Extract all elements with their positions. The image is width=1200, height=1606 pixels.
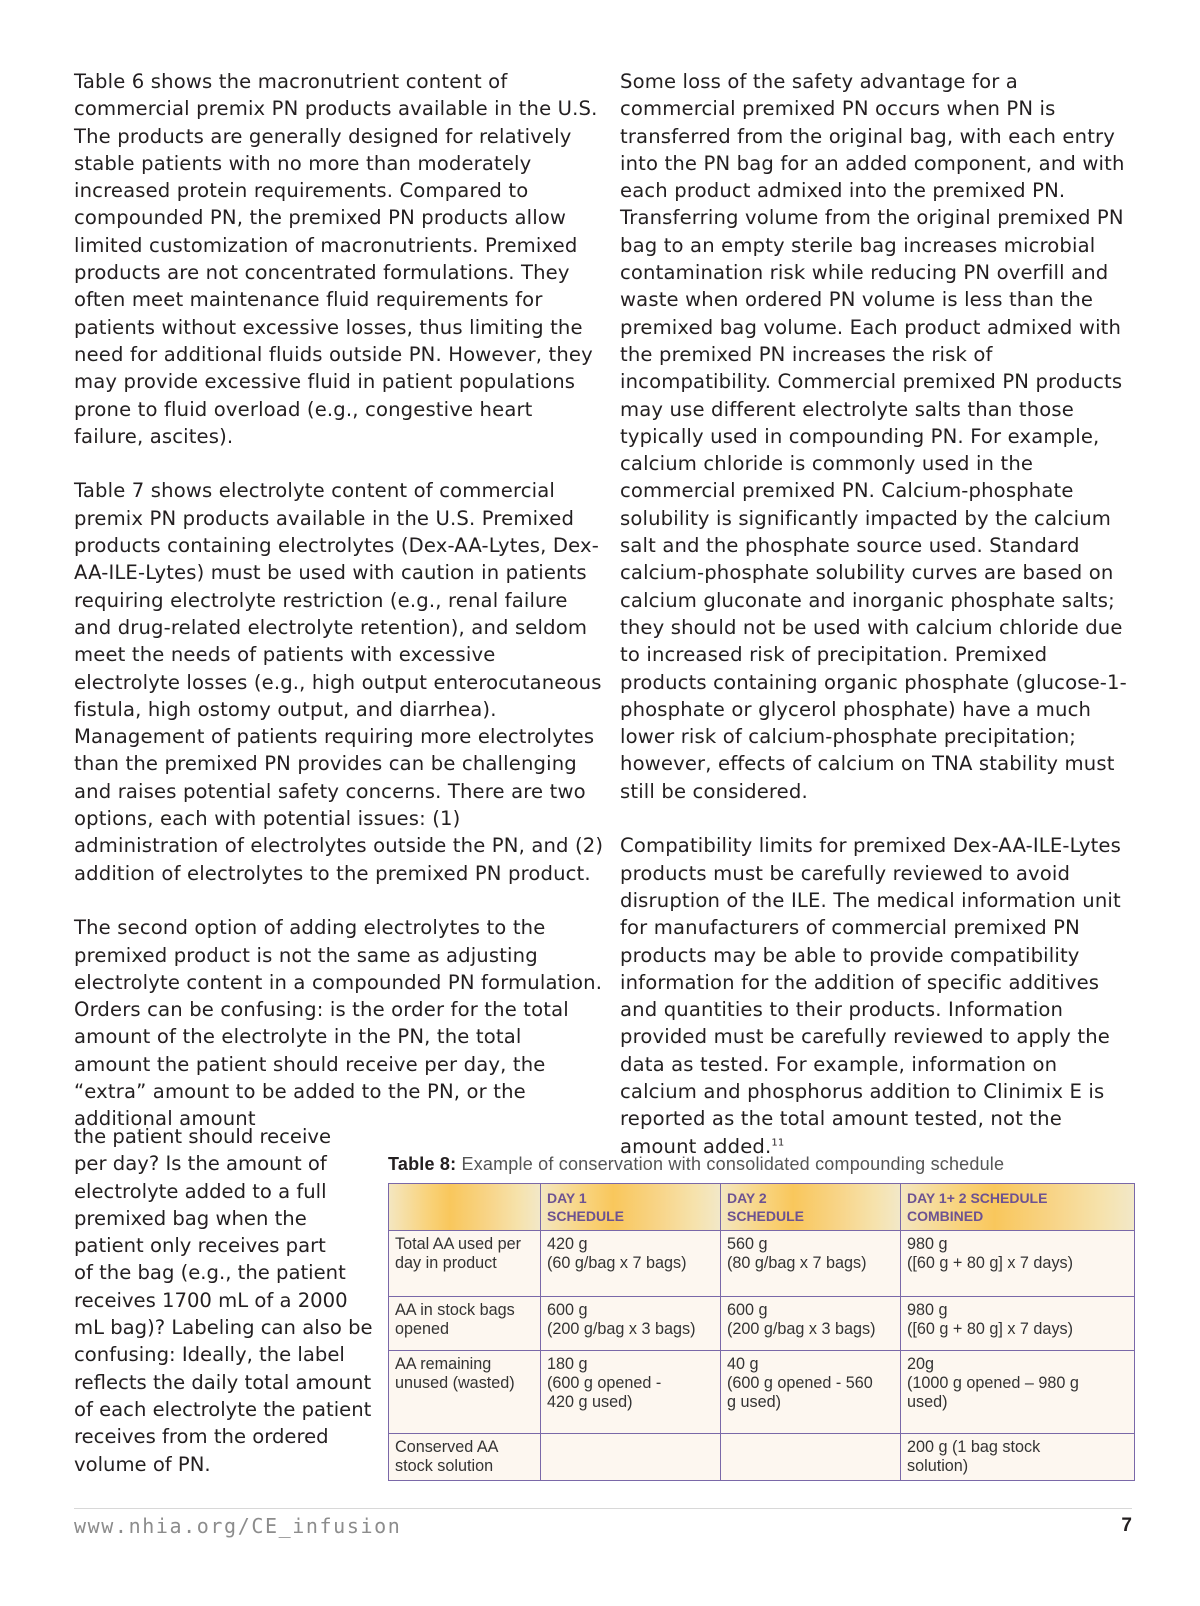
table-label: Table 8: — [388, 1154, 457, 1174]
table-8 — [388, 1154, 1134, 1481]
table-row — [389, 1297, 1135, 1351]
cell-day2: 40 g (600 g opened - 560 g used) — [721, 1351, 901, 1434]
paragraph-safety-advantage: Some loss of the safety advantage for a commercial premixed PN occurs when PN is transferred from the original bag, with each entry into the PN bag for an added component, and with each product admixed into the premixed PN. Transferring volume from the original premixed PN bag to an empty sterile bag increases microbial contamination risk while reducing PN overfill and waste when ordered PN volume is less than the premixed bag volume. Each product admixed with the premixed PN increases the risk of incompatibility. Commercial premixed PN products may use different electrolyte salts than those typically used in compounding PN. For example, calcium chloride is commonly used in the commercial premixed PN. Calcium-phosphate solubility is significantly impacted by the calcium salt and the phosphate source used. Standard calcium-phosphate solubility curves are based on calcium gluconate and inorganic phosphate salts; they should not be used with calcium chloride due to increased risk of precipitation. Premixed products containing organic phosphate (glucose-1-phosphate or glycerol phosphate) have a much lower risk of calcium-phosphate precipitation; however, effects of calcium on TNA stability must still be considered. — [620, 70, 1127, 803]
compatibility-text: Compatibility limits for premixed Dex-AA-ILE-Lytes products must be carefully reviewed to avoid disruption of the ILE. The medical information unit for manufacturers of commercial premixed PN products may be able to provide compatibility information for the addition of specific additives and quantities to their products. Information provided must be carefully reviewed to apply the data as tested. For example, information on calcium and phosphorus addition to Clinimix E is reported as the total amount tested, not the amount added. — [620, 834, 1121, 1158]
row-label: Total AA used per day in product — [389, 1231, 541, 1297]
header-day1: DAY 1 SCHEDULE — [541, 1184, 721, 1231]
table-caption-text: Example of conservation with consolidated compounding schedule — [456, 1154, 1005, 1174]
table-row — [389, 1351, 1135, 1434]
table-row — [389, 1231, 1135, 1297]
header-blank — [389, 1184, 541, 1231]
row-label: AA remaining unused (wasted) — [389, 1351, 541, 1434]
paragraph-second-option: The second option of adding electrolytes to the premixed product is not the same as adjusting electrolyte content in a compounded PN formulation. Orders can be confusing: is the order for the total amount of the electrolyte in the PN, the total amount the patient should receive per day, the “extra” amount to be added to the PN, or the additional amount — [74, 916, 603, 1131]
footer-divider — [74, 1508, 1132, 1509]
cell-combined: 980 g ([60 g + 80 g] x 7 days) — [901, 1297, 1135, 1351]
table-row — [389, 1434, 1135, 1481]
cell-combined: 980 g ([60 g + 80 g] x 7 days) — [901, 1231, 1135, 1297]
footer-url-link[interactable]: www.nhia.org/CE_infusion — [74, 1514, 402, 1538]
cell-day1: 180 g (600 g opened - 420 g used) — [541, 1351, 721, 1434]
paragraph-continuation: the patient should receive per day? Is the amount of electrolyte added to a full premixed bag when the patient only receives part of the bag (e.g., the patient receives 1700 mL of a 2000 mL bag)? Labeling can also be confusing: Ideally, the label reflects the daily total amount of each electrolyte the patient receives from the ordered volume of PN. — [74, 1125, 373, 1476]
cell-day2: 560 g (80 g/bag x 7 bags) — [721, 1231, 901, 1297]
cell-combined: 20g (1000 g opened – 980 g used) — [901, 1351, 1135, 1434]
conservation-table — [388, 1183, 1135, 1481]
table-header-row — [389, 1184, 1135, 1231]
paragraph-table6: Table 6 shows the macronutrient content of commercial premix PN products available in the U.S. The products are generally designed for relatively stable patients with no more than moderately increased protein requirements. Compared to compounded PN, the premixed PN products allow limited customization of macronutrients. Premixed products are not concentrated formulations. They often meet maintenance fluid requirements for patients without excessive losses, thus limiting the need for additional fluids outside PN. However, they may provide excessive fluid in patient populations prone to fluid overload (e.g., congestive heart failure, ascites). — [74, 70, 598, 448]
right-column — [620, 68, 1140, 1187]
header-combined: DAY 1+ 2 SCHEDULE COMBINED — [901, 1184, 1135, 1231]
row-label: AA in stock bags opened — [389, 1297, 541, 1351]
left-column — [74, 68, 604, 1160]
cell-combined: 200 g (1 bag stock solution) — [901, 1434, 1135, 1481]
cell-day2 — [721, 1434, 901, 1481]
table-caption — [388, 1154, 1134, 1175]
header-day2: DAY 2 SCHEDULE — [721, 1184, 901, 1231]
row-label: Conserved AA stock solution — [389, 1434, 541, 1481]
cell-day1: 420 g (60 g/bag x 7 bags) — [541, 1231, 721, 1297]
page-number: 7 — [1121, 1515, 1132, 1536]
paragraph-table7: Table 7 shows electrolyte content of commercial premix PN products available in the U.S. Premixed products containing electrolytes (Dex-AA-Lytes, Dex-AA-ILE-Lytes) must be used with caution in patients requiring electrolyte restriction (e.g., renal failure and drug-related electrolyte retention), and seldom meet the needs of patients with excessive electrolyte losses (e.g., high output enterocutaneous fistula, high ostomy output, and diarrhea). Management of patients requiring more electrolytes than the premixed PN provides can be challenging and raises potential safety concerns. There are two options, each with potential issues: (1) administration of electrolytes outside the PN, and (2) addition of electrolytes to the premixed PN product. — [74, 479, 604, 885]
cell-day1: 600 g (200 g/bag x 3 bags) — [541, 1297, 721, 1351]
cell-day1 — [541, 1434, 721, 1481]
cell-day2: 600 g (200 g/bag x 3 bags) — [721, 1297, 901, 1351]
paragraph-compatibility — [620, 832, 1140, 1160]
footnote-reference[interactable]: 11 — [771, 1137, 785, 1149]
